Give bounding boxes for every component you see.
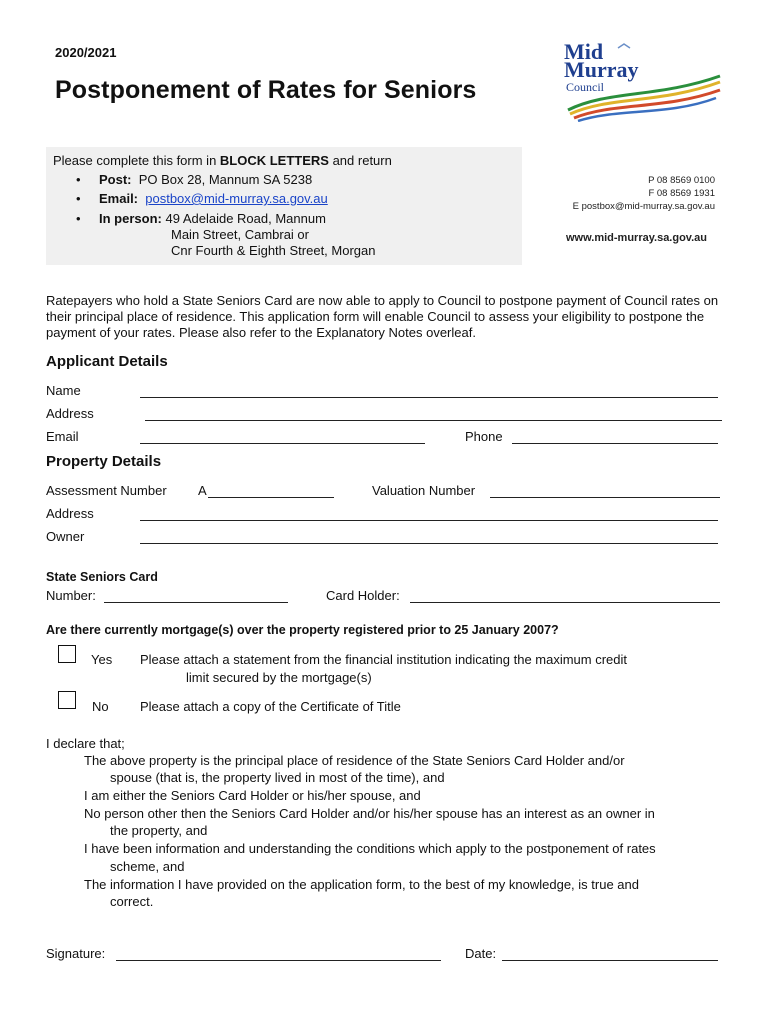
yes-label: Yes xyxy=(91,652,113,667)
card-number-label: Number: xyxy=(46,588,96,603)
logo-mid: Mid xyxy=(564,39,604,64)
owner-field[interactable] xyxy=(140,543,718,544)
bullet-dot: • xyxy=(76,172,81,187)
name-label: Name xyxy=(46,383,81,398)
date-label: Date: xyxy=(465,946,497,961)
person-line: Main Street, Cambrai or xyxy=(171,227,309,242)
declaration-item-continued: scheme, and xyxy=(110,859,185,874)
assessment-field[interactable] xyxy=(208,497,334,498)
address-label: Address xyxy=(46,406,94,421)
card-number-field[interactable] xyxy=(104,602,288,603)
declaration-item: I am either the Seniors Card Holder or his/her spouse, and xyxy=(84,788,421,803)
contact-website[interactable]: www.mid-murray.sa.gov.au xyxy=(566,232,707,244)
form-year: 2020/2021 xyxy=(55,45,117,60)
bullet-dot: • xyxy=(76,211,81,226)
logo-murray: Murray xyxy=(564,57,639,82)
logo-council: Council xyxy=(566,80,604,94)
signature-field[interactable] xyxy=(116,960,441,961)
person-label: In person: xyxy=(99,211,162,226)
valuation-field[interactable] xyxy=(490,497,720,498)
declaration-item-continued: correct. xyxy=(110,894,154,909)
declaration-item: The information I have provided on the application form, to the best of my knowledge, is true and xyxy=(84,877,639,892)
yes-note: Please attach a statement from the financial institution indicating the maximum credit xyxy=(140,652,628,667)
declaration-lead: I declare that; xyxy=(46,736,125,751)
email-row xyxy=(99,191,328,206)
declaration-item-continued: spouse (that is, the property lived in most of the time), and xyxy=(110,770,445,785)
no-label: No xyxy=(92,699,109,714)
contact-fax: F 08 8569 1931 xyxy=(648,188,715,199)
name-field[interactable] xyxy=(140,397,718,398)
email-link[interactable]: postbox@mid-murray.sa.gov.au xyxy=(145,191,328,206)
council-logo xyxy=(548,40,728,122)
post-label: Post: xyxy=(99,172,132,187)
date-field[interactable] xyxy=(502,960,718,961)
property-heading: Property Details xyxy=(46,453,162,470)
valuation-label: Valuation Number xyxy=(372,483,476,498)
lead-bold: BLOCK LETTERS xyxy=(219,153,329,168)
property-address-label: Address xyxy=(46,506,94,521)
person-line: Cnr Fourth & Eighth Street, Morgan xyxy=(171,243,376,258)
intro-paragraph: Ratepayers who hold a State Seniors Card are now able to apply to Council to postpone payment of Council rates on their principal place of residence. This application form will enable Council to assess your eligibility to postpone the payment of your rates. Please also refer to the Explanatory Notes overleaf. xyxy=(46,293,719,340)
email-label: Email: xyxy=(99,191,139,206)
owner-label: Owner xyxy=(46,529,85,544)
yes-checkbox[interactable] xyxy=(58,645,76,663)
declaration-item-continued: the property, and xyxy=(110,823,208,838)
phone-label: Phone xyxy=(465,429,503,444)
assessment-label: Assessment Number xyxy=(46,483,167,498)
phone-field[interactable] xyxy=(512,443,718,444)
lead-text: Please complete this form in xyxy=(53,153,220,168)
lead-suffix: and return xyxy=(328,153,392,168)
signature-label: Signature: xyxy=(46,946,106,961)
no-note: Please attach a copy of the Certificate of Title xyxy=(140,699,401,714)
bullet-dot: • xyxy=(76,191,81,206)
instructions-lead xyxy=(53,153,392,168)
card-holder-label: Card Holder: xyxy=(326,588,400,603)
declaration-item: No person other then the Seniors Card Holder and/or his/her spouse has an interest as an owner in xyxy=(84,806,655,821)
address-field[interactable] xyxy=(145,420,722,421)
applicant-heading: Applicant Details xyxy=(46,353,168,370)
mortgage-question: Are there currently mortgage(s) over the property registered prior to 25 January 2007? xyxy=(46,623,559,637)
email-label: Email xyxy=(46,429,79,444)
yes-note-continued: limit secured by the mortgage(s) xyxy=(186,670,372,685)
assessment-prefix: A xyxy=(198,483,207,498)
person-line: 49 Adelaide Road, Mannum xyxy=(165,211,326,226)
email-field[interactable] xyxy=(140,443,425,444)
post-row xyxy=(99,172,312,187)
person-row xyxy=(99,211,326,226)
no-checkbox[interactable] xyxy=(58,691,76,709)
declaration-item: I have been information and understanding the conditions which apply to the postponement of rates xyxy=(84,841,656,856)
seniors-card-heading: State Seniors Card xyxy=(46,570,158,584)
property-address-field[interactable] xyxy=(140,520,718,521)
post-value: PO Box 28, Mannum SA 5238 xyxy=(138,172,313,187)
contact-phone: P 08 8569 0100 xyxy=(648,175,715,186)
page-title: Postponement of Rates for Seniors xyxy=(55,76,477,104)
declaration-item: The above property is the principal place of residence of the State Seniors Card Holder and/or xyxy=(84,753,625,768)
contact-email: E postbox@mid-murray.sa.gov.au xyxy=(572,201,715,212)
card-holder-field[interactable] xyxy=(410,602,720,603)
